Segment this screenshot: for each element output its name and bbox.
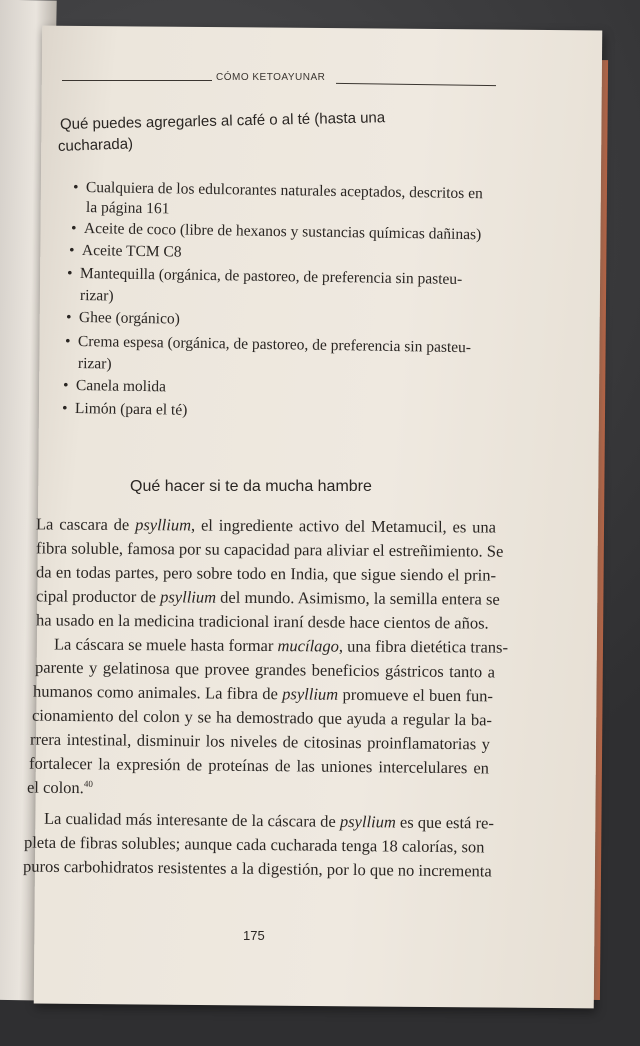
text-run: rrera intestinal, disminuir los niveles de citosinas proinflamatorias y (29, 729, 491, 754)
text-run: promueve el buen fun- (338, 684, 494, 706)
text-run: parente y gelatinosa que provee grandes beneficios gástricos tanto a (34, 657, 495, 682)
list-item-text: Cualquiera de los edulcorantes naturales aceptados, descritos en (85, 179, 483, 203)
bullet-icon: • (61, 399, 68, 417)
section-heading: Qué hacer si te da mucha hambre (130, 478, 372, 495)
list-item-continuation (86, 199, 170, 218)
running-title: CÓMO KETOAYUNAR (216, 72, 326, 83)
bullet-icon: • (65, 308, 72, 326)
list-item-continuation (78, 355, 112, 374)
text-run: La cascara de (35, 514, 136, 535)
list-item-text: Limón (para el té) (74, 400, 188, 419)
text-run: fibra soluble, famosa por su capacidad para aliviar el estreñimiento. Se (35, 538, 504, 561)
text-run: ha usado en la medicina tradicional iraní desde hace cientos de años. (35, 610, 489, 633)
list-heading-line-1: Qué puedes agregarles al café o al té (hasta una (59, 109, 386, 133)
text-run: del mundo. Asimismo, la semilla entera se (216, 587, 500, 609)
italic-term: psyllium (339, 811, 396, 832)
text-run: , el ingrediente activo del Metamucil, es una (190, 515, 497, 537)
body-line (35, 538, 504, 561)
body-line (36, 634, 509, 657)
body-line (36, 562, 496, 585)
list-item (61, 399, 188, 420)
list-item-text: Aceite TCM C8 (81, 242, 182, 261)
header-rule-left (62, 80, 212, 81)
text-run: es que está re- (395, 812, 494, 833)
footnote-reference: 40 (83, 778, 93, 789)
body-line (35, 586, 500, 609)
text-run: cipal productor de (35, 586, 161, 607)
text-run: da en todas partes, pero sobre todo en India, que sigue siendo el prin- (35, 562, 497, 585)
list-item-continuation (80, 287, 114, 306)
list-item (65, 308, 180, 329)
list-heading-line-2: cucharada) (57, 135, 134, 155)
list-item-text: Ghee (orgánico) (78, 309, 180, 328)
text-run: pleta de fibras solubles; aunque cada cucharada tenga 18 calorías, son (23, 832, 485, 857)
bullet-icon: • (72, 178, 79, 196)
text-run: La cáscara se muele hasta formar (53, 634, 278, 656)
italic-term: psyllium (282, 684, 339, 704)
bullet-icon: • (62, 376, 69, 394)
bullet-icon: • (64, 332, 71, 350)
list-item-text: Crema espesa (orgánica, de pastoreo, de preferencia sin pasteu- (77, 333, 472, 357)
italic-term: mucílago (277, 636, 340, 656)
list-item (62, 376, 167, 396)
page-number: 175 (243, 928, 265, 943)
list-item (68, 241, 182, 262)
text-run: el colon. (26, 777, 84, 798)
bullet-icon: • (68, 241, 75, 259)
list-item-text: rizar) (79, 287, 114, 305)
italic-term: psyllium (160, 587, 217, 607)
bullet-icon: • (66, 264, 73, 282)
list-item-text: Mantequilla (orgánica, de pastoreo, de preferencia sin pasteu- (79, 265, 463, 289)
list-item-text: la página 161 (85, 199, 170, 218)
list-item-text: Canela molida (75, 377, 167, 396)
list-item-text: Aceite de coco (libre de hexanos y sustancias químicas dañinas) (83, 220, 482, 244)
text-run: cionamiento del colon y se ha demostrado que ayuda a regular la ba- (31, 705, 492, 730)
body-line (36, 514, 496, 537)
text-run: humanos como animales. La fibra de (32, 681, 283, 704)
body-line (36, 610, 496, 633)
list-item-text: rizar) (77, 355, 112, 373)
text-run: La cualidad más interesante de la cáscara de (43, 808, 340, 831)
bullet-icon: • (70, 219, 77, 237)
text-run: puros carbohidratos resistentes a la digestión, por lo que no incrementa (22, 856, 492, 881)
text-run: , una fibra dietética trans- (338, 636, 509, 657)
text-run: fortalecer la expresión de proteínas de las uniones intercelulares en (28, 753, 489, 778)
italic-term: psyllium (135, 515, 192, 535)
